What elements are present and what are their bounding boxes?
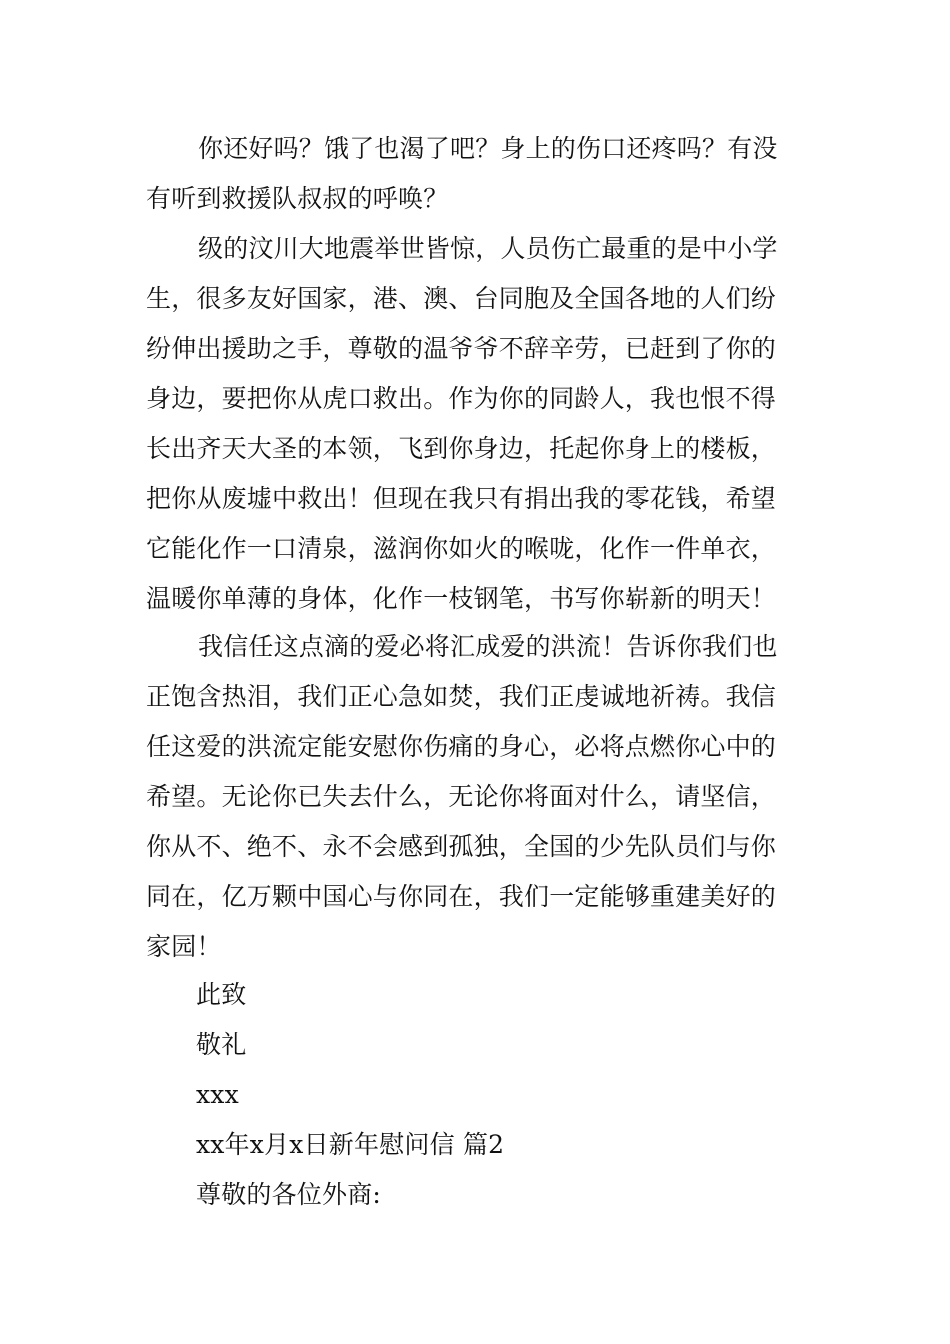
- closing-regards: 敬礼: [196, 1030, 247, 1059]
- text-line: 同在，亿万颗中国心与你同在，我们一定能够重建美好的: [146, 882, 777, 911]
- text-line: 把你从废墟中救出！但现在我只有捐出我的零花钱，希望: [146, 484, 777, 513]
- next-greeting: 尊敬的各位外商:: [196, 1180, 382, 1209]
- closing-salutation: 此致: [196, 980, 247, 1009]
- paragraph-earthquake: [146, 224, 808, 624]
- text-line: 我信任这点滴的爱必将汇成爱的洪流！告诉你我们也: [198, 632, 778, 661]
- text-line: 级的汶川大地震举世皆惊，人员伤亡最重的是中小学: [198, 234, 778, 263]
- text-line: 纷伸出援助之手，尊敬的温爷爷不辞辛劳，已赶到了你的: [146, 334, 777, 363]
- text-line: 你还好吗？饿了也渴了吧？身上的伤口还疼吗？有没: [198, 134, 778, 163]
- paragraph-greeting: [146, 124, 808, 224]
- text-line: 有听到救援队叔叔的呼唤？: [146, 184, 449, 213]
- text-line: 正饱含热泪，我们正心急如焚，我们正虔诚地祈祷。我信: [146, 682, 777, 711]
- text-line: 生，很多友好国家，港、澳、台同胞及全国各地的人们纷: [146, 284, 777, 313]
- text-line: 希望。无论你已失去什么，无论你将面对什么，请坚信，: [146, 782, 777, 811]
- paragraph-belief: [146, 622, 808, 972]
- text-line: 家园！: [146, 932, 222, 961]
- text-line: 身边，要把你从虎口救出。作为你的同龄人，我也恨不得: [146, 384, 777, 413]
- text-line: 长出齐天大圣的本领，飞到你身边，托起你身上的楼板，: [146, 434, 777, 463]
- text-line: 你从不、绝不、永不会感到孤独，全国的少先队员们与你: [146, 832, 777, 861]
- letter-closing: [196, 970, 504, 1220]
- text-line: 它能化作一口清泉，滋润你如火的喉咙，化作一件单衣，: [146, 534, 777, 563]
- text-line: 温暖你单薄的身体，化作一枝钢笔，书写你崭新的明天！: [146, 584, 777, 613]
- date-and-next-title: xx年x月x日新年慰问信 篇2: [196, 1130, 505, 1159]
- text-line: 任这爱的洪流定能安慰你伤痛的身心，必将点燃你心中的: [146, 732, 777, 761]
- signature: xxx: [196, 1080, 239, 1109]
